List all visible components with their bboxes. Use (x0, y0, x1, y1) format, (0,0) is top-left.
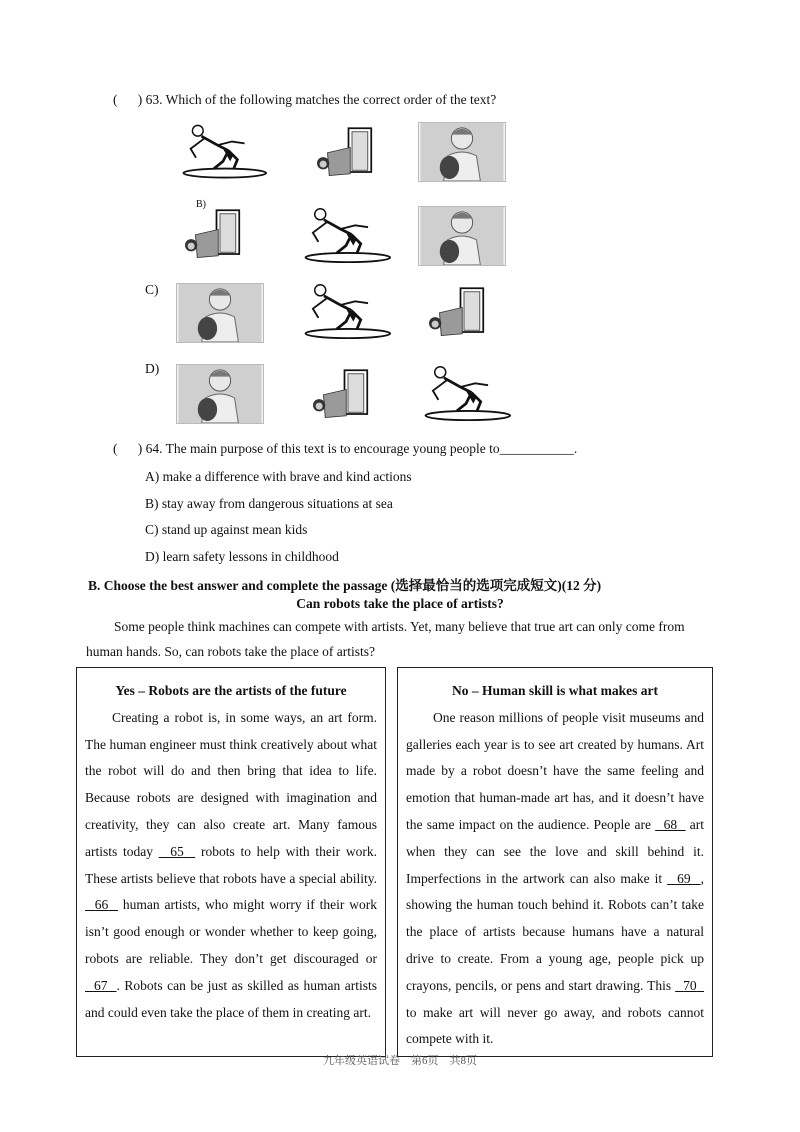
q64-option-a: A) make a difference with brave and kind actions (145, 469, 412, 484)
blank-68[interactable] (655, 817, 685, 832)
door-icon (178, 206, 248, 260)
boy-girl-icon (176, 283, 264, 343)
boy-girl-icon (418, 122, 506, 182)
blank-69[interactable] (667, 871, 701, 886)
yes-column-body (85, 705, 377, 1027)
blank-67[interactable] (85, 978, 117, 993)
option-c-label: C) (145, 282, 159, 297)
blank-65-number: 65 (170, 843, 184, 859)
no-text-3: , showing the human touch behind it. Robots can’t take the place of artists because humans have a natural drive to create. From a young age, people pick up crayons, pencils, or pens and start drawing. This (406, 870, 705, 993)
yes-text-3: human artists, who might worry if their work isn’t good enough or wonder whether to keep going, robots are reliable. They don’t get discouraged or (85, 897, 378, 966)
yes-column (76, 667, 386, 1057)
no-text-2: art when they can see the love and skill behind it. Imperfections in the artwork can also make it (406, 816, 705, 886)
q64-option-b: B) stay away from dangerous situations at sea (145, 496, 393, 511)
option-b-label: B) (196, 199, 206, 210)
passage-title: Can robots take the place of artists? (296, 596, 504, 611)
yes-text-4: . Robots can be just as skilled as human artists and could even take the place of them in creating art. (85, 977, 378, 1020)
boy-girl-icon (176, 364, 264, 424)
no-text-4: to make art will never go away, and robots cannot compete with it. (406, 1004, 704, 1047)
intro-line-1: Some people think machines can compete with artists. Yet, many believe that true art can only come from (114, 619, 685, 634)
door-icon (310, 124, 380, 178)
q64-option-c: C) stand up against mean kids (145, 522, 308, 537)
yes-column-title: Yes – Robots are the artists of the future (115, 683, 347, 698)
page-footer: 九年级英语试卷 第6页 共8页 (323, 1055, 477, 1067)
blank-65[interactable] (159, 844, 195, 859)
yes-text-1: Creating a robot is, in some ways, an art form. The human engineer must think creatively about what the robot will do and then bring that idea to life. Because robots are designed with imagination and creativity, they can also create art. Many famous artists today (85, 709, 377, 859)
no-column-body (406, 705, 704, 1053)
no-column-title: No – Human skill is what makes art (452, 683, 658, 698)
intro-line-2: human hands. So, can robots take the place of artists? (86, 644, 376, 659)
q64-option-d: D) learn safety lessons in childhood (145, 549, 339, 564)
door-icon (422, 284, 492, 338)
blank-69-number: 69 (677, 870, 691, 886)
blank-70-number: 70 (683, 977, 697, 993)
section-b-heading: B. Choose the best answer and complete the passage (选择最恰当的选项完成短文)(12 分) (88, 578, 602, 593)
surfer-icon (178, 120, 268, 182)
blank-66[interactable] (85, 897, 118, 912)
q64-paren: ( ) (113, 441, 143, 456)
option-d-label: D) (145, 361, 160, 376)
boy-girl-icon (418, 206, 506, 266)
no-column (397, 667, 713, 1057)
q63-question (113, 92, 496, 108)
door-icon (306, 366, 376, 420)
no-text-1: One reason millions of people visit museums and galleries each year is to see art created by humans. Art made by a robot doesn’t have the same feeling and emotion that human-made art has, and it doesn’t have the same impact on the audience. People are (406, 709, 704, 832)
blank-67-number: 67 (94, 977, 108, 993)
surfer-icon (300, 204, 392, 266)
blank-68-number: 68 (663, 816, 678, 832)
surfer-icon (300, 280, 392, 342)
q64-text: 64. The main purpose of this text is to encourage young people to___________. (145, 441, 578, 456)
q63-paren: ( ) (113, 92, 143, 107)
blank-70[interactable] (675, 978, 704, 993)
blank-66-number: 66 (94, 897, 109, 913)
q63-text: 63. Which of the following matches the correct order of the text? (145, 92, 497, 107)
yes-text-2: robots to help with their work. These artists believe that robots have a special ability. (85, 843, 378, 886)
q64-question (113, 441, 577, 457)
surfer-icon (420, 362, 512, 424)
